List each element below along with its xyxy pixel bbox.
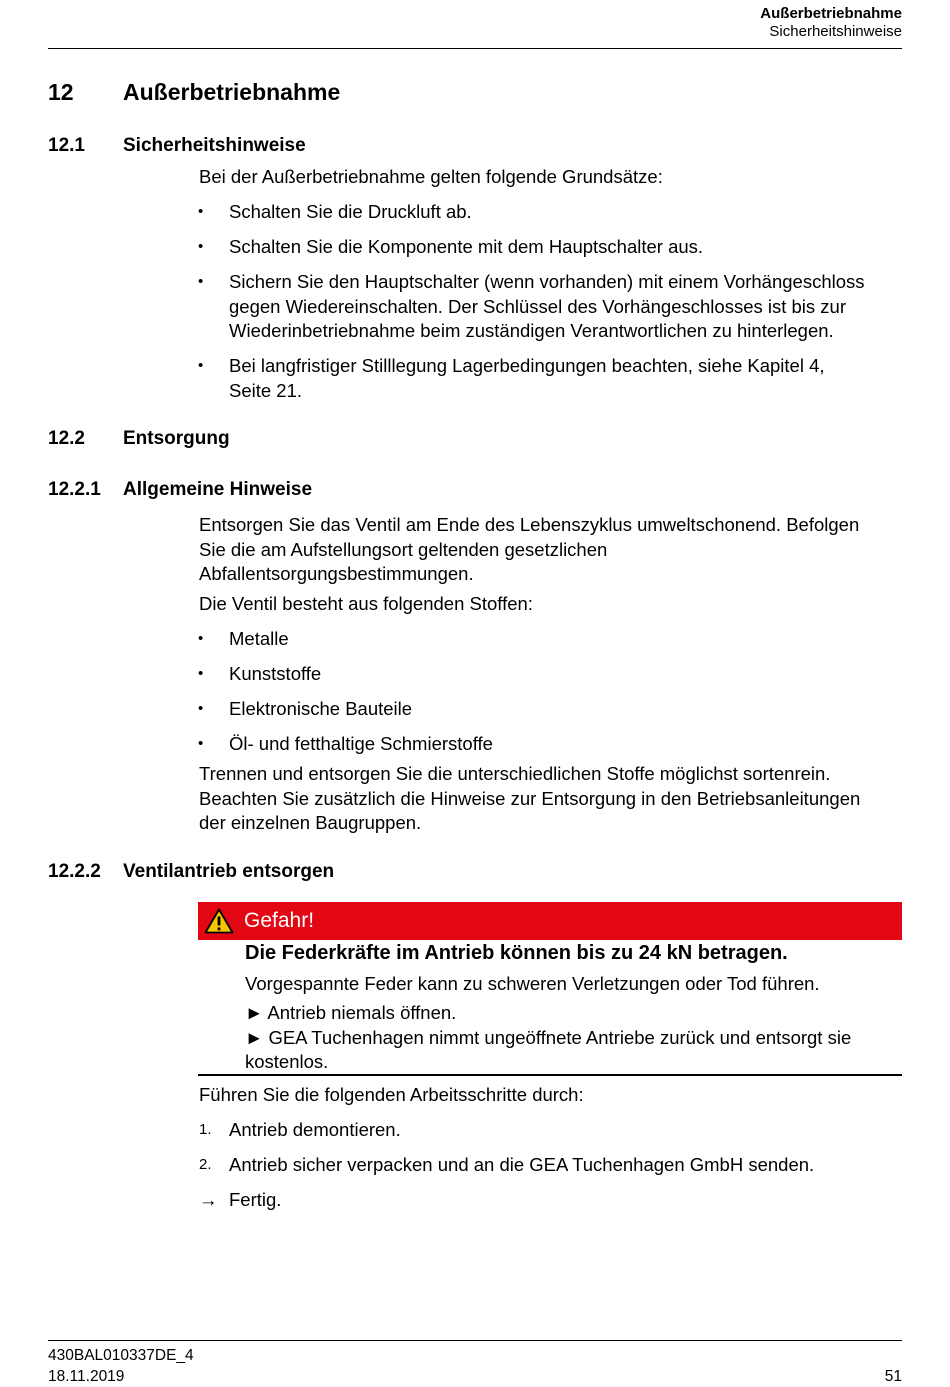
subsection-number: 12.2.2 — [48, 861, 101, 882]
step-text: Antrieb sicher verpacken und an die GEA Tuchenhagen GmbH senden. — [229, 1154, 815, 1175]
result-text: Fertig. — [229, 1189, 282, 1210]
subsection-title: Allgemeine Hinweise — [123, 479, 313, 500]
list-item: Elektronische Bauteile — [229, 698, 413, 719]
danger-banner — [198, 902, 902, 940]
bullet-marker: • — [198, 357, 204, 374]
danger-headline: Die Federkräfte im Antrieb können bis zu 24 kN betragen. — [245, 942, 788, 964]
danger-box-rule — [198, 1074, 902, 1076]
chapter-title: Außerbetriebnahme — [123, 79, 341, 105]
danger-actions: ► Antrieb niemals öffnen. ► GEA Tuchenhagen nimmt ungeöffnete Antriebe zurück und entsorgt sie kostenlos. — [245, 1002, 852, 1072]
footer-date: 18.11.2019 — [48, 1368, 125, 1385]
list-item: Metalle — [229, 628, 289, 649]
header-rule — [48, 48, 902, 49]
section-number: 12.1 — [48, 135, 85, 156]
step-number: 1. — [199, 1121, 212, 1138]
bullet-marker: • — [198, 735, 204, 752]
paragraph-intro: Bei der Außerbetriebnahme gelten folgende Grundsätze: — [199, 166, 663, 187]
bullet-marker: • — [198, 630, 204, 647]
step-text: Antrieb demontieren. — [229, 1119, 401, 1140]
page-number: 51 — [884, 1368, 902, 1385]
footer-doc-id: 430BAL010337DE_4 — [48, 1347, 194, 1364]
list-item: Öl- und fetthaltige Schmierstoffe — [229, 733, 493, 754]
result-arrow-icon: → — [199, 1189, 218, 1210]
list-item: Schalten Sie die Druckluft ab. — [229, 201, 472, 222]
warning-triangle-icon — [204, 908, 234, 934]
bullet-marker: • — [198, 273, 204, 290]
paragraph: Entsorgen Sie das Ventil am Ende des Lebenszyklus umweltschonend. Befolgen Sie die am Aufstellungsort geltenden gesetzlichen Abfallentsorgungsbestimmungen. — [199, 514, 860, 584]
step-number: 2. — [199, 1156, 212, 1173]
section-number: 12.2 — [48, 428, 85, 449]
running-header-title: Außerbetriebnahme — [760, 5, 902, 22]
section-title: Sicherheitshinweise — [123, 135, 306, 156]
section-title: Entsorgung — [123, 428, 230, 449]
list-item: Schalten Sie die Komponente mit dem Hauptschalter aus. — [229, 236, 704, 257]
bullet-marker: • — [198, 238, 204, 255]
paragraph: Trennen und entsorgen Sie die unterschiedlichen Stoffe möglichst sortenrein. Beachten Sie zusätzlich die Hinweise zur Entsorgung in den Betriebsanleitungen der einzelnen Baugruppen. — [199, 763, 861, 833]
bullet-marker: • — [198, 700, 204, 717]
list-item: Bei langfristiger Stilllegung Lagerbedingungen beachten, siehe Kapitel 4, Seite 21. — [229, 355, 825, 401]
steps-intro: Führen Sie die folgenden Arbeitsschritte durch: — [199, 1084, 584, 1105]
bullet-marker: • — [198, 665, 204, 682]
list-item: Kunststoffe — [229, 663, 322, 684]
danger-text: Vorgespannte Feder kann zu schweren Verletzungen oder Tod führen. — [245, 973, 820, 994]
paragraph: Die Ventil besteht aus folgenden Stoffen: — [199, 593, 533, 614]
subsection-number: 12.2.1 — [48, 479, 101, 500]
subsection-title: Ventilantrieb entsorgen — [123, 861, 335, 882]
chapter-number: 12 — [48, 79, 74, 105]
running-header-subtitle: Sicherheitshinweise — [769, 23, 902, 40]
danger-label: Gefahr! — [244, 909, 315, 932]
footer-rule — [48, 1340, 902, 1341]
bullet-marker: • — [198, 203, 204, 220]
list-item: Sichern Sie den Hauptschalter (wenn vorhanden) mit einem Vorhängeschloss gegen Wiedereinschalten. Der Schlüssel des Vorhängeschlosses ist bis zur Wiederinbetriebnahme beim zuständigen Verantwortlichen zu hinterlegen. — [229, 271, 865, 341]
